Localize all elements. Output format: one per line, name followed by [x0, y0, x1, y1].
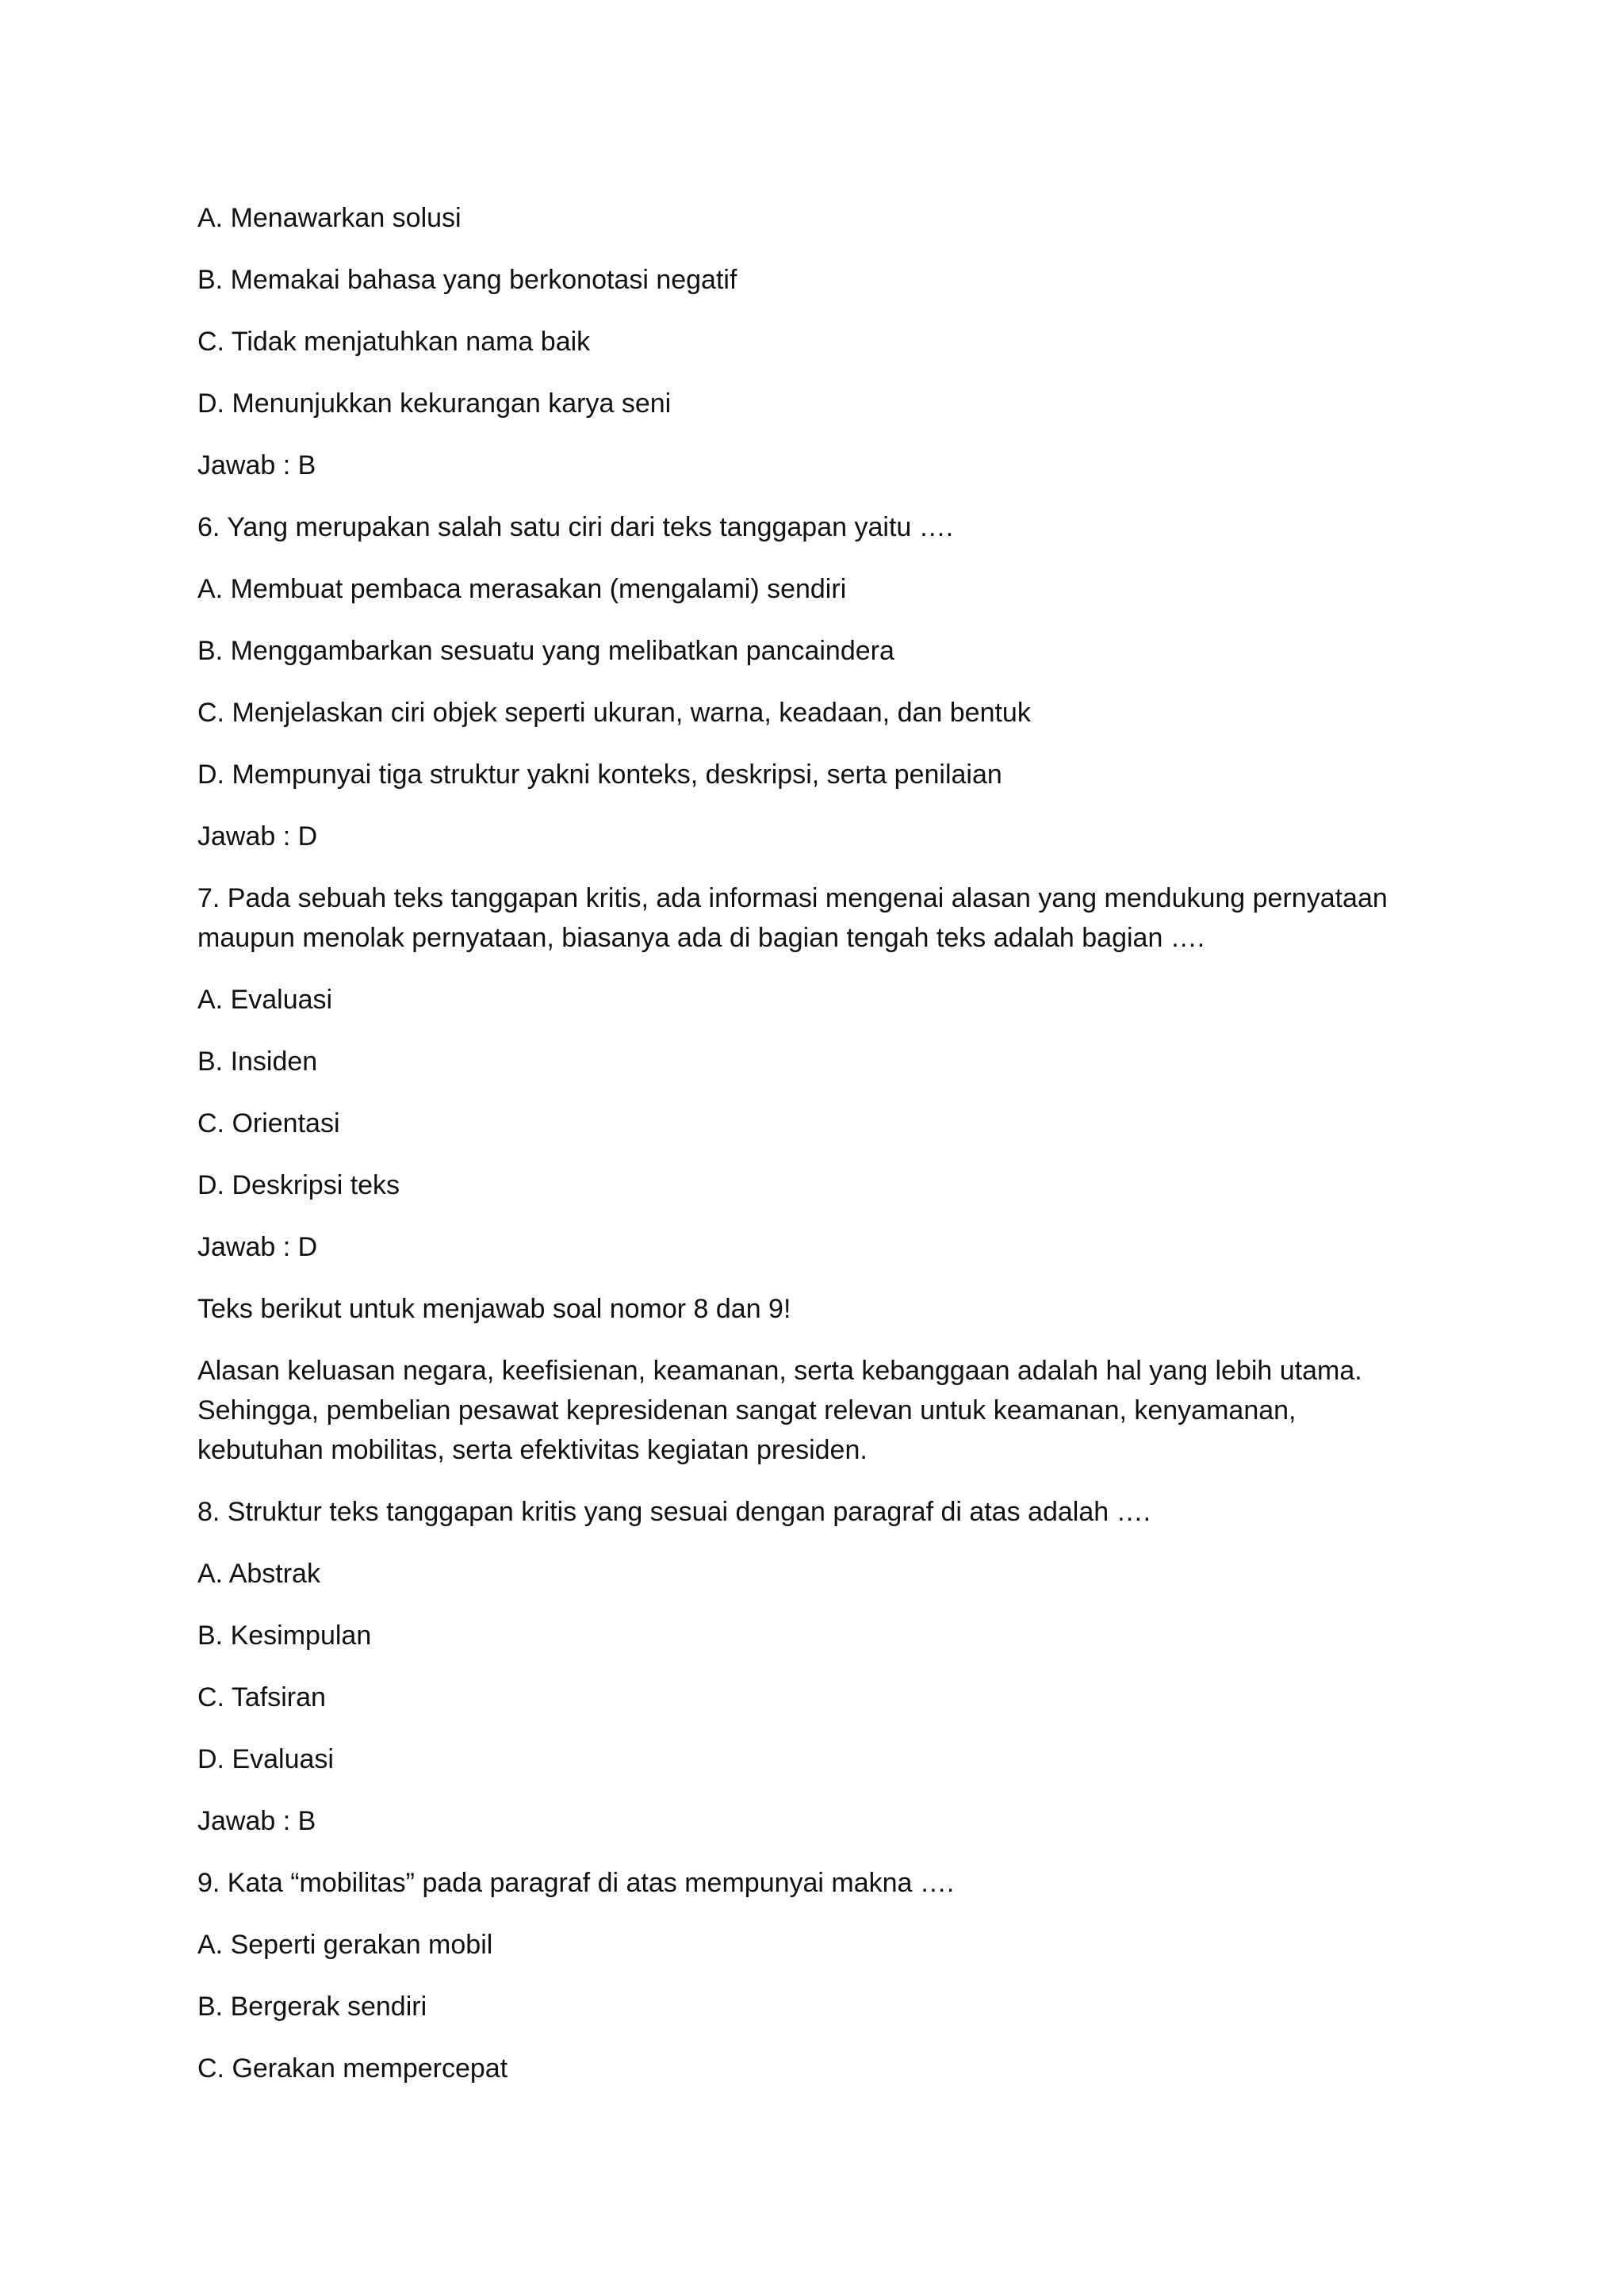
option-b-q8: B. Kesimpulan: [197, 1621, 372, 1651]
question-7-line-1: 7. Pada sebuah teks tanggapan kritis, ada informasi mengenai alasan yang mendukung pernyataan: [197, 883, 1388, 913]
answer-q7: Jawab : D: [197, 1232, 318, 1262]
option-c-q7: C. Orientasi: [197, 1108, 340, 1138]
passage-line-2: Sehingga, pembelian pesawat kepresidenan sangat relevan untuk keamanan, kenyamanan,: [197, 1395, 1297, 1425]
option-b-q7: B. Insiden: [197, 1047, 318, 1077]
option-a-q9: A. Seperti gerakan mobil: [197, 1930, 493, 1960]
answer-q5: Jawab : B: [197, 450, 316, 480]
option-a-q8: A. Abstrak: [197, 1559, 320, 1589]
option-a-q6: A. Membuat pembaca merasakan (mengalami) sendiri: [197, 574, 847, 604]
option-d-q7: D. Deskripsi teks: [197, 1170, 400, 1200]
option-b-q9: B. Bergerak sendiri: [197, 1992, 427, 2022]
option-c-q9: C. Gerakan mempercepat: [197, 2053, 508, 2084]
document-body: [197, 198, 1434, 2088]
option-c-q8: C. Tafsiran: [197, 1682, 326, 1712]
option-c-q5: C. Tidak menjatuhkan nama baik: [197, 327, 591, 357]
answer-q6: Jawab : D: [197, 821, 318, 851]
question-8: 8. Struktur teks tanggapan kritis yang sesuai dengan paragraf di atas adalah ….: [197, 1497, 1151, 1527]
option-d-q8: D. Evaluasi: [197, 1744, 334, 1774]
option-a-q7: A. Evaluasi: [197, 985, 333, 1015]
option-b-q6: B. Menggambarkan sesuatu yang melibatkan pancaindera: [197, 636, 894, 666]
question-6: 6. Yang merupakan salah satu ciri dari teks tanggapan yaitu ….: [197, 512, 954, 542]
option-d-q6: D. Mempunyai tiga struktur yakni konteks, deskripsi, serta penilaian: [197, 760, 1002, 790]
question-9: 9. Kata “mobilitas” pada paragraf di atas mempunyai makna ….: [197, 1868, 955, 1898]
option-a-q5: A. Menawarkan solusi: [197, 203, 462, 233]
passage-line-3: kebutuhan mobilitas, serta efektivitas kegiatan presiden.: [197, 1435, 868, 1465]
option-b-q5: B. Memakai bahasa yang berkonotasi negatif: [197, 265, 737, 295]
passage-instruction: Teks berikut untuk menjawab soal nomor 8 dan 9!: [197, 1294, 791, 1324]
answer-q8: Jawab : B: [197, 1806, 316, 1836]
question-7-line-2: maupun menolak pernyataan, biasanya ada di bagian tengah teks adalah bagian ….: [197, 923, 1205, 953]
option-c-q6: C. Menjelaskan ciri objek seperti ukuran, warna, keadaan, dan bentuk: [197, 698, 1031, 728]
passage-line-1: Alasan keluasan negara, keefisienan, keamanan, serta kebanggaan adalah hal yang lebih utama.: [197, 1356, 1362, 1386]
option-d-q5: D. Menunjukkan kekurangan karya seni: [197, 388, 672, 419]
